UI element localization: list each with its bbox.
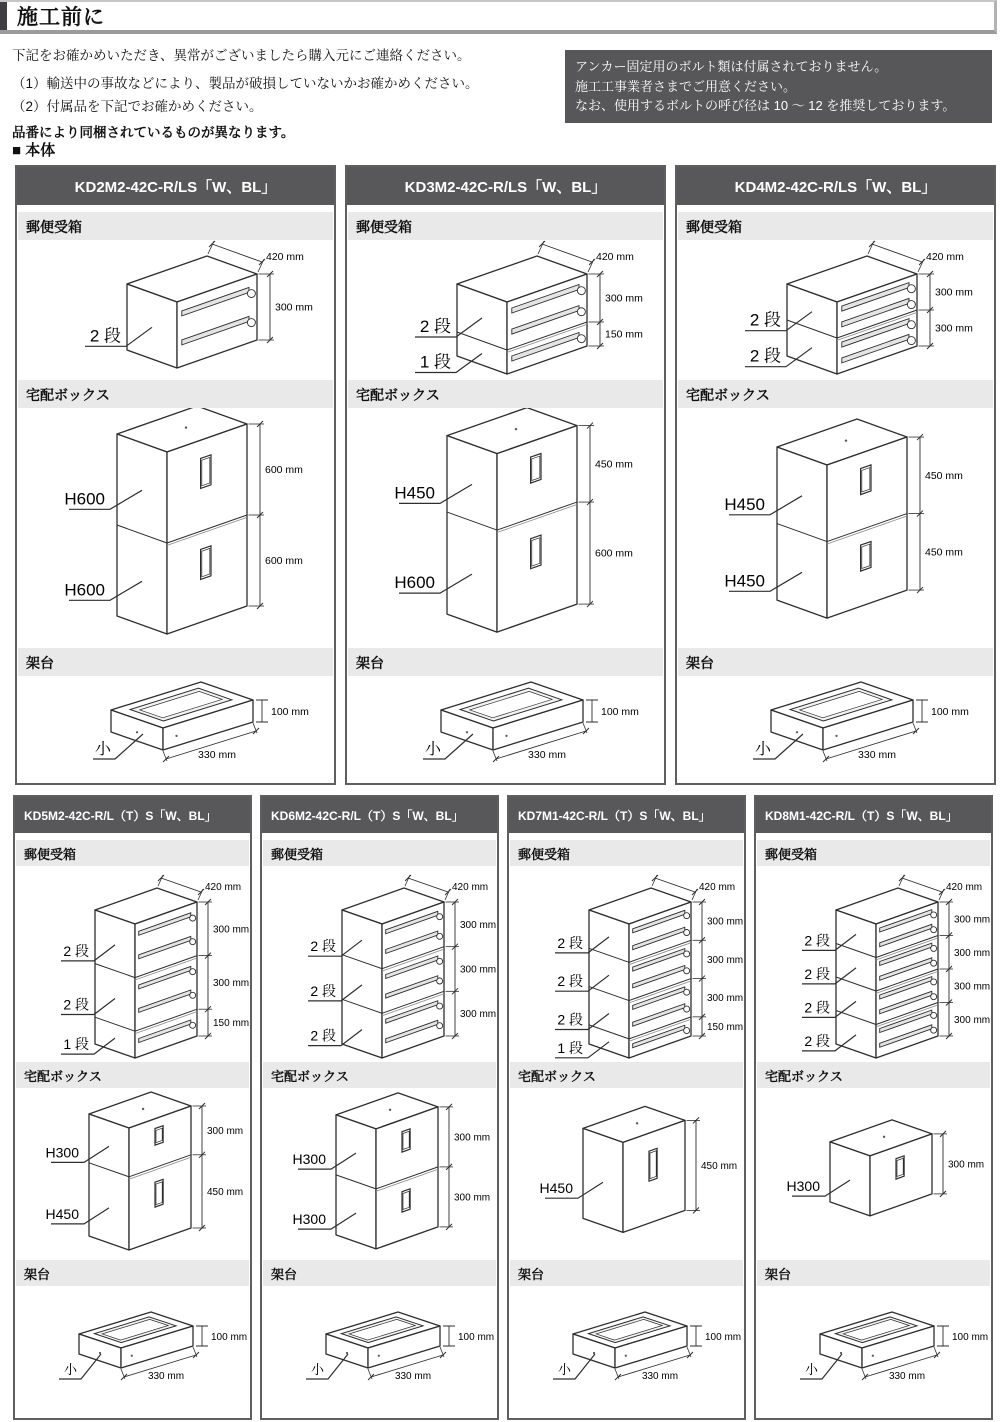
svg-text:300 mm: 300 mm — [707, 993, 744, 1005]
svg-text:300 mm: 300 mm — [935, 286, 973, 299]
svg-text:H600: H600 — [394, 573, 435, 593]
svg-text:小: 小 — [310, 1362, 324, 1377]
svg-text:450 mm: 450 mm — [207, 1186, 244, 1198]
svg-text:330 mm: 330 mm — [198, 749, 236, 761]
svg-text:330 mm: 330 mm — [641, 1371, 679, 1382]
page-title-bar — [0, 0, 997, 34]
mailbox-drawing-area — [756, 866, 991, 1062]
section-label-delivery-box: 宅配ボックス — [678, 380, 993, 408]
svg-text:2 段: 2 段 — [310, 982, 336, 999]
section-label-mailbox: 郵便受箱 — [18, 212, 333, 240]
stand-drawing-area — [262, 1286, 497, 1418]
product-panel — [345, 165, 666, 785]
stand-iso-box — [441, 682, 583, 750]
mailbox-drawing-area — [347, 240, 664, 380]
svg-text:H450: H450 — [539, 1180, 573, 1197]
svg-text:300 mm: 300 mm — [213, 924, 250, 936]
svg-text:H300: H300 — [786, 1178, 820, 1195]
svg-text:300 mm: 300 mm — [948, 1159, 985, 1171]
delivery-iso-box — [117, 408, 247, 634]
svg-text:小: 小 — [94, 741, 111, 758]
mailbox-drawing — [15, 866, 250, 1062]
svg-text:2 段: 2 段 — [419, 316, 451, 336]
delivery-box-drawing-area — [17, 408, 334, 648]
panel-header-model: KD3M2-42C-R/LS「W、BL」 — [347, 167, 664, 205]
panel-header-model: KD2M2-42C-R/LS「W、BL」 — [17, 167, 334, 205]
delivery-iso-box — [583, 1106, 685, 1232]
svg-text:300 mm: 300 mm — [954, 981, 991, 993]
svg-text:450 mm: 450 mm — [925, 546, 963, 559]
svg-text:300 mm: 300 mm — [460, 919, 497, 931]
delivery-iso-box — [336, 1093, 438, 1249]
section-label-body: ■ 本体 — [12, 142, 56, 159]
svg-text:420 mm: 420 mm — [946, 882, 983, 893]
product-panel — [15, 165, 336, 785]
section-label-delivery-box: 宅配ボックス — [16, 1062, 249, 1088]
svg-text:2 段: 2 段 — [557, 934, 583, 951]
svg-text:330 mm: 330 mm — [858, 749, 896, 761]
mailbox-drawing-area — [17, 240, 334, 380]
svg-text:330 mm: 330 mm — [147, 1371, 185, 1382]
stand-drawing — [262, 1286, 497, 1418]
svg-text:300 mm: 300 mm — [707, 954, 744, 966]
svg-text:100 mm: 100 mm — [271, 706, 309, 718]
svg-text:小: 小 — [754, 741, 771, 758]
svg-text:150 mm: 150 mm — [707, 1021, 744, 1033]
mailbox-drawing-area — [677, 240, 994, 380]
mailbox-drawing — [756, 866, 991, 1062]
stand-drawing — [677, 676, 994, 783]
svg-text:H300: H300 — [292, 1151, 326, 1168]
intro-text — [12, 47, 560, 147]
intro-line: （1）輸送中の事故などにより、製品が破損していないかお確かめください。 — [12, 76, 479, 92]
svg-text:300 mm: 300 mm — [707, 916, 744, 928]
product-panel — [260, 795, 499, 1420]
svg-text:300 mm: 300 mm — [213, 977, 250, 989]
section-label-mailbox: 郵便受箱 — [757, 840, 990, 866]
svg-text:2 段: 2 段 — [804, 965, 830, 982]
svg-text:450 mm: 450 mm — [595, 458, 633, 471]
svg-text:420 mm: 420 mm — [266, 251, 304, 263]
delivery-iso-box — [447, 408, 577, 632]
svg-text:小: 小 — [557, 1362, 571, 1377]
svg-text:H300: H300 — [45, 1144, 79, 1161]
delivery-box-drawing — [347, 408, 664, 648]
section-label-mailbox: 郵便受箱 — [510, 840, 743, 866]
svg-text:100 mm: 100 mm — [931, 706, 969, 718]
svg-text:150 mm: 150 mm — [605, 328, 643, 341]
mailbox-drawing-area — [15, 866, 250, 1062]
section-label-delivery-box: 宅配ボックス — [510, 1062, 743, 1088]
product-panel — [507, 795, 746, 1420]
svg-text:2 段: 2 段 — [749, 310, 781, 330]
stand-drawing-area — [347, 676, 664, 783]
svg-text:450 mm: 450 mm — [701, 1160, 738, 1172]
panel-header-model: KD4M2-42C-R/LS「W、BL」 — [677, 167, 994, 205]
delivery-box-drawing — [509, 1088, 744, 1260]
section-label-delivery-box: 宅配ボックス — [263, 1062, 496, 1088]
svg-text:1 段: 1 段 — [557, 1039, 583, 1056]
delivery-box-drawing-area — [262, 1088, 497, 1260]
section-label-mailbox: 郵便受箱 — [678, 212, 993, 240]
svg-text:300 mm: 300 mm — [207, 1125, 244, 1137]
delivery-box-drawing — [677, 408, 994, 648]
section-label-stand: 架台 — [263, 1260, 496, 1286]
svg-text:100 mm: 100 mm — [952, 1332, 989, 1343]
svg-text:420 mm: 420 mm — [205, 882, 242, 893]
svg-text:150 mm: 150 mm — [213, 1018, 250, 1030]
delivery-box-drawing — [756, 1088, 991, 1260]
intro-line: 下記をお確かめいただき、異常がございましたら購入元にご連絡ください。 — [12, 48, 471, 63]
svg-text:2 段: 2 段 — [804, 1032, 830, 1049]
svg-text:2 段: 2 段 — [749, 346, 781, 366]
svg-text:H450: H450 — [394, 483, 435, 503]
svg-text:420 mm: 420 mm — [926, 251, 964, 263]
svg-text:2 段: 2 段 — [310, 1027, 336, 1044]
section-label-mailbox: 郵便受箱 — [263, 840, 496, 866]
section-label-stand: 架台 — [16, 1260, 249, 1286]
title-accent-bar — [0, 2, 7, 30]
delivery-iso-box — [777, 419, 907, 618]
stand-drawing-area — [756, 1286, 991, 1418]
svg-text:100 mm: 100 mm — [458, 1332, 495, 1343]
svg-text:H600: H600 — [64, 489, 105, 509]
svg-text:100 mm: 100 mm — [211, 1332, 248, 1343]
svg-text:300 mm: 300 mm — [460, 964, 497, 976]
svg-text:300 mm: 300 mm — [275, 301, 313, 314]
panel-row-2 — [13, 795, 993, 1420]
svg-text:300 mm: 300 mm — [954, 947, 991, 959]
section-label-mailbox: 郵便受箱 — [16, 840, 249, 866]
stand-drawing — [756, 1286, 991, 1418]
panel-header-model: KD5M2-42C-R/L（T）S「W、BL」 — [15, 797, 250, 833]
stand-drawing — [347, 676, 664, 783]
mailbox-drawing — [17, 240, 334, 380]
svg-text:100 mm: 100 mm — [705, 1332, 742, 1343]
svg-text:2 段: 2 段 — [89, 326, 121, 346]
section-label-stand: 架台 — [348, 648, 663, 676]
delivery-box-drawing-area — [677, 408, 994, 648]
svg-text:330 mm: 330 mm — [394, 1371, 432, 1382]
product-panel — [675, 165, 996, 785]
panel-row-1 — [15, 165, 996, 785]
delivery-box-drawing — [17, 408, 334, 648]
intro-line: （2）付属品を下記でお確かめください。 — [12, 99, 263, 115]
svg-text:300 mm: 300 mm — [954, 914, 991, 926]
svg-text:2 段: 2 段 — [63, 942, 89, 959]
delivery-box-drawing-area — [15, 1088, 250, 1260]
delivery-box-drawing — [15, 1088, 250, 1260]
mailbox-drawing — [262, 866, 497, 1062]
mailbox-drawing — [347, 240, 664, 380]
svg-text:420 mm: 420 mm — [699, 882, 736, 893]
svg-text:2 段: 2 段 — [310, 938, 336, 955]
svg-text:100 mm: 100 mm — [601, 706, 639, 718]
svg-text:2 段: 2 段 — [557, 1011, 583, 1028]
delivery-iso-box — [89, 1092, 191, 1250]
svg-text:420 mm: 420 mm — [452, 882, 489, 893]
section-label-delivery-box: 宅配ボックス — [18, 380, 333, 408]
svg-text:330 mm: 330 mm — [888, 1371, 926, 1382]
stand-iso-box — [111, 682, 253, 750]
mailbox-drawing-area — [262, 866, 497, 1062]
svg-text:2 段: 2 段 — [557, 973, 583, 990]
svg-text:300 mm: 300 mm — [954, 1014, 991, 1026]
svg-text:600 mm: 600 mm — [265, 464, 303, 476]
svg-text:H300: H300 — [292, 1211, 326, 1228]
stand-drawing-area — [677, 676, 994, 783]
note-line: アンカー固定用のボルト類は付属されておりません。 — [575, 59, 888, 74]
mailbox-drawing — [509, 866, 744, 1062]
product-panel — [13, 795, 252, 1420]
panel-header-model: KD6M2-42C-R/L（T）S「W、BL」 — [262, 797, 497, 833]
mailbox-drawing — [677, 240, 994, 380]
svg-text:H450: H450 — [724, 494, 765, 514]
svg-text:300 mm: 300 mm — [454, 1192, 491, 1204]
delivery-box-drawing-area — [347, 408, 664, 648]
stand-drawing-area — [15, 1286, 250, 1418]
stand-drawing-area — [509, 1286, 744, 1418]
section-label-mailbox: 郵便受箱 — [348, 212, 663, 240]
intro-line: 品番により同梱されているものが異なります。 — [12, 124, 295, 140]
svg-text:300 mm: 300 mm — [935, 322, 973, 335]
svg-text:330 mm: 330 mm — [528, 749, 566, 761]
stand-drawing — [509, 1286, 744, 1418]
section-label-stand: 架台 — [678, 648, 993, 676]
note-line: 施工工事業者さまでご用意ください。 — [575, 78, 797, 94]
panel-header-model: KD7M1-42C-R/L（T）S「W、BL」 — [509, 797, 744, 833]
svg-text:H600: H600 — [64, 580, 105, 600]
svg-text:H450: H450 — [724, 571, 765, 591]
svg-text:300 mm: 300 mm — [454, 1132, 491, 1144]
svg-text:H450: H450 — [45, 1205, 79, 1222]
svg-text:600 mm: 600 mm — [265, 555, 303, 567]
mailbox-drawing-area — [509, 866, 744, 1062]
svg-text:小: 小 — [424, 741, 441, 758]
section-label-delivery-box: 宅配ボックス — [757, 1062, 990, 1088]
stand-iso-box — [771, 682, 913, 750]
delivery-iso-box — [830, 1120, 932, 1216]
section-label-stand: 架台 — [18, 648, 333, 676]
svg-text:2 段: 2 段 — [804, 932, 830, 949]
delivery-box-drawing — [262, 1088, 497, 1260]
svg-text:1 段: 1 段 — [419, 352, 451, 372]
svg-text:小: 小 — [804, 1362, 818, 1377]
note-line: なお、使用するボルトの呼び径は 10 ～ 12 を推奨しております。 — [575, 98, 956, 113]
stand-drawing — [17, 676, 334, 783]
section-label-delivery-box: 宅配ボックス — [348, 380, 663, 408]
section-label-stand: 架台 — [510, 1260, 743, 1286]
svg-text:2 段: 2 段 — [63, 996, 89, 1013]
svg-text:420 mm: 420 mm — [596, 251, 634, 263]
svg-text:小: 小 — [63, 1362, 77, 1377]
product-panel — [754, 795, 993, 1420]
stand-drawing-area — [17, 676, 334, 783]
svg-text:2 段: 2 段 — [804, 999, 830, 1016]
svg-text:300 mm: 300 mm — [605, 292, 643, 305]
section-label-stand: 架台 — [757, 1260, 990, 1286]
svg-text:300 mm: 300 mm — [460, 1009, 497, 1021]
svg-text:450 mm: 450 mm — [925, 469, 963, 482]
delivery-box-drawing-area — [756, 1088, 991, 1260]
note-box — [565, 50, 992, 123]
panel-header-model: KD8M1-42C-R/L（T）S「W、BL」 — [756, 797, 991, 833]
page-title: 施工前に — [17, 6, 105, 29]
svg-text:600 mm: 600 mm — [595, 547, 633, 560]
stand-drawing — [15, 1286, 250, 1418]
svg-text:1 段: 1 段 — [63, 1036, 89, 1053]
delivery-box-drawing-area — [509, 1088, 744, 1260]
